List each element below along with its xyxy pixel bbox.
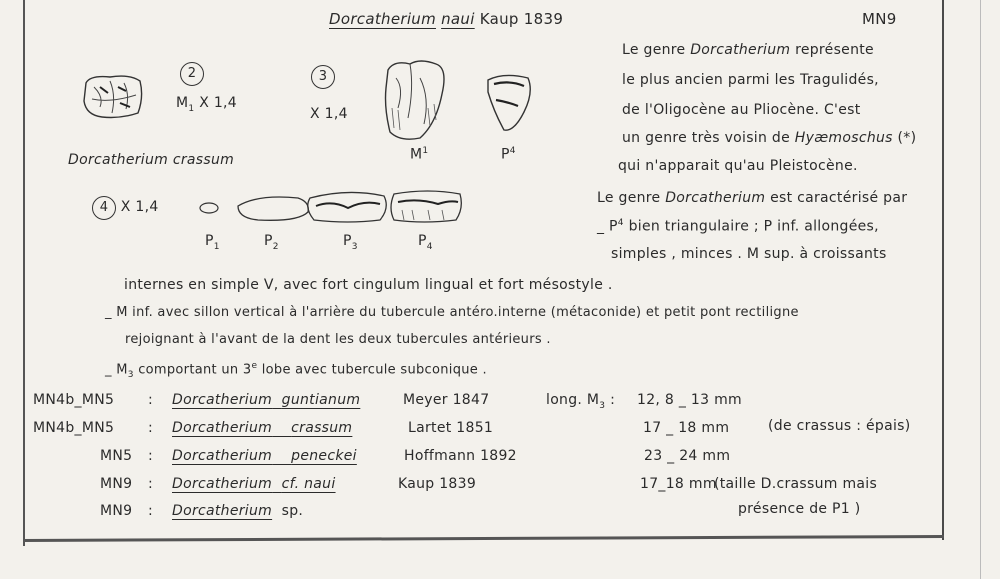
figure-3-scale: X 1,4 [310, 106, 348, 122]
figure-species-caption: Dorcatherium crassum [68, 152, 235, 168]
figure-2-number: 2 [180, 62, 204, 86]
row-3-zone: MN5 [100, 448, 133, 464]
title-author: Kaup 1839 [479, 10, 564, 28]
lower-premolar-row-drawing [198, 188, 468, 230]
row-3-length: 23 _ 24 mm [644, 448, 731, 464]
row-2-taxon: Dorcatherium crassum [172, 420, 353, 436]
row-1-taxon: Dorcatherium guntianum [172, 392, 361, 408]
row-2-author: Lartet 1851 [408, 420, 494, 436]
tooth-upper-p4-drawing [484, 72, 534, 136]
row-5-note: présence de P1 ) [738, 501, 861, 517]
document-page: Dorcatherium naui Kaup 1839 MN9 2 $M_1$ X 1,4 3 X 1,4 $M^1$ $P^4$ Dorcatherium crassum 4 X 1,4 $P_1$ $P_2$ $P_3$ $P_4$ Le genre Dorcatherium représente le plus ancien parmi les Tragulidés, de l'Oligocène au Pliocène. C'est un genre très voisin de Hyæmoschus (*) qui n'apparait qu'au Pleistocène. Le genre Dorcatherium est caractérisé par _ $P^4$ bien triangulaire ; P inf. allongées, simples , minces . M sup. à croissants internes en simple V, avec fort cingulum lingual et fort mésostyle . _ M inf. avec sillon vertical à l'arrière du tubercule antéro.interne (métaconide) et petit pont rectiligne rejoignant à l'avant de la dent les deux tubercules antérieurs . _ $M_3$ comportant un 3e lobe avec tubercule subconique . MN4b_MN5 : Dorcatherium guntianum Meyer 1847 long. $M_3$ : 12, 8 _ 13 mm MN4b_MN5 : Dorcatherium crassum Lartet 1851 17 _ 18 mm (de crassus : épais) MN5 : Dorcatherium peneckei Hoffmann 1892 23 _ 24 mm MN9 : Dorcatherium cf. naui Kaup 1839 17_18 mm (taille D.crassum mais MN9 : Dorcatherium sp. présence de P1 ) [0, 0, 1000, 579]
frame-right-border [942, 0, 944, 540]
char-line-5: _ M inf. avec sillon vertical à l'arrière du tubercule antéro.interne (métaconide) et petit pont rectiligne [105, 305, 799, 320]
row-5-taxon: Dorcatherium sp. [172, 503, 304, 519]
page-edge-line [980, 0, 981, 579]
row-4-author: Kaup 1839 [398, 476, 477, 492]
row-4-zone: MN9 [100, 476, 133, 492]
tooth-label-p1: $P_1$ [205, 233, 220, 252]
intro-line-1: Le genre Dorcatherium représente [622, 42, 874, 58]
char-line-1: Le genre Dorcatherium est caractérisé par [597, 190, 908, 206]
figure-2-caption: $M_1$ X 1,4 [176, 95, 237, 114]
row-5-zone: MN9 [100, 503, 133, 519]
row-2-length: 17 _ 18 mm [643, 420, 730, 436]
row-3-taxon: Dorcatherium peneckei [172, 448, 357, 464]
row-3-author: Hoffmann 1892 [404, 448, 517, 464]
row-1-zone: MN4b_MN5 [33, 392, 115, 408]
row-4-length: 17_18 mm [640, 476, 717, 492]
char-line-2: _ $P^4$ bien triangulaire ; P inf. allongées, [597, 218, 879, 235]
row-2-zone: MN4b_MN5 [33, 420, 115, 436]
page-title [329, 10, 563, 28]
figure-3-number: 3 [311, 65, 335, 89]
row-1-author: Meyer 1847 [403, 392, 490, 408]
frame-left-border [23, 0, 25, 546]
title-genus: Dorcatherium [329, 10, 437, 28]
figure-4-heading: 4 X 1,4 [92, 196, 159, 220]
row-1-length: 12, 8 _ 13 mm [637, 392, 742, 408]
tooth-label-p2: $P_2$ [264, 233, 279, 252]
char-line-3: simples , minces . M sup. à croissants [611, 246, 887, 262]
row-2-note: (de crassus : épais) [768, 418, 911, 434]
tooth-m1-drawing [80, 73, 146, 121]
zone-label: MN9 [862, 10, 897, 28]
figure-3-tooth2-label: $P^4$ [501, 146, 516, 163]
tooth-label-p3: $P_3$ [343, 233, 358, 252]
figure-3-tooth1-label: $M^1$ [410, 146, 429, 163]
tooth-label-p4: $P_4$ [418, 233, 433, 252]
intro-line-2: le plus ancien parmi les Tragulidés, [622, 72, 879, 88]
m3-length-label: long. $M_3$ : [546, 392, 616, 411]
char-line-4: internes en simple V, avec fort cingulum lingual et fort mésostyle . [124, 277, 613, 293]
row-4-taxon: Dorcatherium cf. naui [172, 476, 336, 492]
title-species: naui [441, 10, 475, 28]
intro-line-3: de l'Oligocène au Pliocène. C'est [622, 102, 861, 118]
char-line-6: rejoignant à l'avant de la dent les deux tubercules antérieurs . [125, 332, 551, 347]
char-line-7: _ $M_3$ comportant un 3e lobe avec tubercule subconique . [105, 361, 487, 380]
tooth-upper-m1-drawing [380, 58, 452, 146]
intro-line-5: qui n'apparait qu'au Pleistocène. [618, 158, 858, 174]
row-4-note: (taille D.crassum mais [714, 476, 878, 492]
intro-line-4: un genre très voisin de Hyæmoschus (*) [622, 130, 917, 146]
frame-bottom-border [23, 535, 944, 542]
